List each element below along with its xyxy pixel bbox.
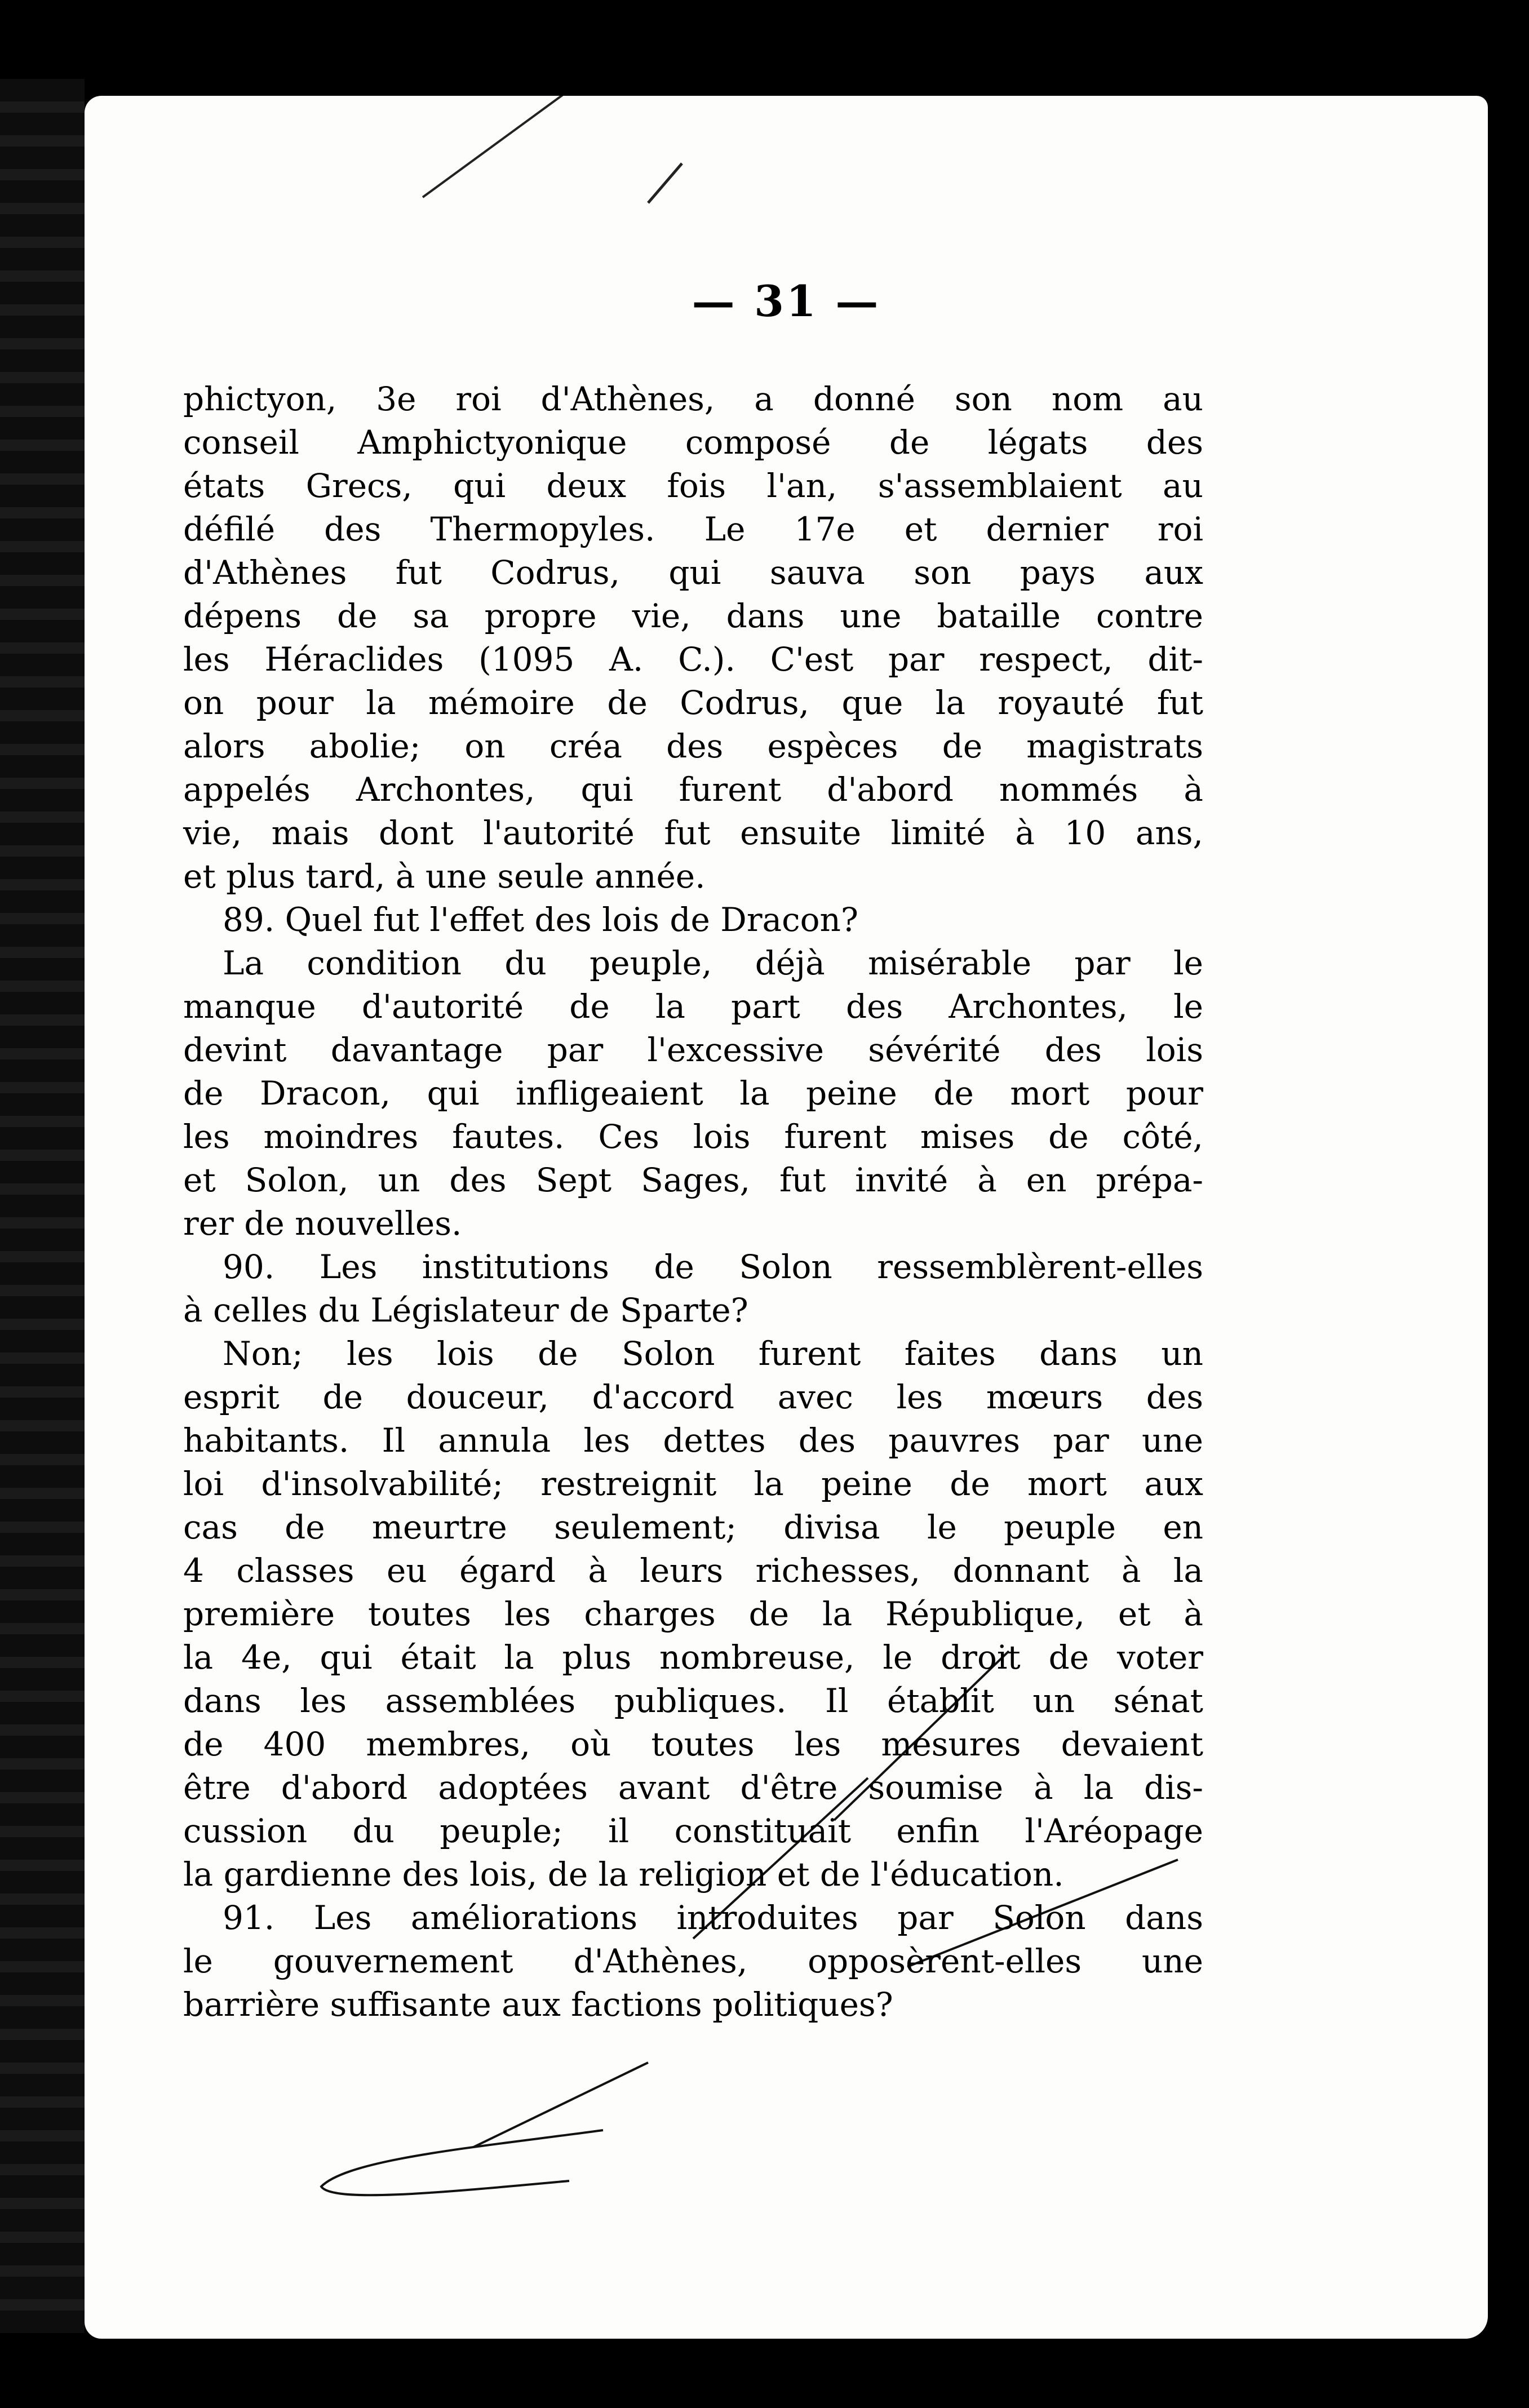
text-line: et plus tard, à une seule année.	[183, 857, 706, 895]
text-line: la gardienne des lois, de la religion et de l'éducation.	[183, 1855, 1064, 1893]
text-line: La condition du peuple, déjà misérable par le	[223, 944, 1203, 982]
text-line: dans les assemblées publiques. Il établit un sénat	[183, 1682, 1203, 1720]
text-line: Non; les lois de Solon furent faites dans un	[223, 1334, 1203, 1373]
pencil-stroke-top	[423, 96, 569, 197]
pencil-stroke-bottom-2	[473, 2063, 648, 2147]
text-line: manque d'autorité de la part des Archontes, le	[183, 987, 1203, 1026]
scan-edge-strip	[0, 79, 85, 2333]
question-91	[183, 1896, 1203, 2026]
text-line: appelés Archontes, qui furent d'abord nommés à	[183, 770, 1203, 809]
book-page	[85, 96, 1488, 2339]
question-line: 90. Les institutions de Solon ressemblèrent-elles	[223, 1248, 1203, 1286]
answer-90	[183, 1332, 1203, 1896]
page-number: — 31 —	[692, 276, 881, 326]
question-line: à celles du Législateur de Sparte?	[183, 1291, 748, 1329]
answer-89	[183, 942, 1203, 1245]
text-line: être d'abord adoptées avant d'être soumise à la dis-	[183, 1768, 1203, 1807]
question-90	[183, 1245, 1203, 1332]
text-line: esprit de douceur, d'accord avec les mœurs des	[183, 1378, 1203, 1416]
text-line: la 4e, qui était la plus nombreuse, le droit de voter	[183, 1638, 1203, 1677]
text-line: 4 classes eu égard à leurs richesses, donnant à la	[183, 1551, 1203, 1590]
text-line: états Grecs, qui deux fois l'an, s'assemblaient au	[183, 467, 1203, 505]
question-line: le gouvernement d'Athènes, opposèrent-elles une	[183, 1942, 1203, 1980]
text-line: on pour la mémoire de Codrus, que la royauté fut	[183, 684, 1203, 722]
text-line: phictyon, 3e roi d'Athènes, a donné son nom au	[183, 380, 1203, 418]
text-line: cussion du peuple; il constituait enfin l'Aréopage	[183, 1812, 1203, 1850]
pencil-stroke-bottom	[321, 2130, 603, 2195]
pencil-stroke-top-small	[648, 163, 682, 203]
question-line: 91. Les améliorations introduites par Solon dans	[223, 1899, 1203, 1937]
text-line: de Dracon, qui infligeaient la peine de mort pour	[183, 1074, 1203, 1112]
question-line: barrière suffisante aux factions politiques?	[183, 1985, 893, 2024]
text-line: de 400 membres, où toutes les mesures devaient	[183, 1725, 1203, 1763]
text-line: défilé des Thermopyles. Le 17e et dernier roi	[183, 510, 1203, 548]
text-line: les Héraclides (1095 A. C.). C'est par respect, dit-	[183, 640, 1203, 679]
text-line: habitants. Il annula les dettes des pauvres par une	[183, 1421, 1203, 1460]
text-line: vie, mais dont l'autorité fut ensuite limité à 10 ans,	[183, 814, 1203, 852]
page-body	[183, 378, 1203, 2026]
paragraph-continuation	[183, 378, 1203, 898]
text-line: première toutes les charges de la République, et à	[183, 1595, 1203, 1633]
text-line: loi d'insolvabilité; restreignit la peine de mort aux	[183, 1465, 1203, 1503]
text-line: et Solon, un des Sept Sages, fut invité à en prépa-	[183, 1161, 1203, 1199]
text-line: cas de meurtre seulement; divisa le peuple en	[183, 1508, 1203, 1546]
text-line: rer de nouvelles.	[183, 1204, 462, 1243]
text-line: dépens de sa propre vie, dans une bataille contre	[183, 597, 1203, 635]
text-line: devint davantage par l'excessive sévérité des lois	[183, 1031, 1203, 1069]
text-line: alors abolie; on créa des espèces de magistrats	[183, 727, 1203, 765]
text-line: conseil Amphictyonique composé de légats des	[183, 423, 1203, 462]
question-line: 89. Quel fut l'effet des lois de Dracon?	[223, 901, 858, 939]
question-89	[183, 898, 1203, 942]
text-line: d'Athènes fut Codrus, qui sauva son pays aux	[183, 553, 1203, 592]
text-line: les moindres fautes. Ces lois furent mises de côté,	[183, 1117, 1203, 1156]
